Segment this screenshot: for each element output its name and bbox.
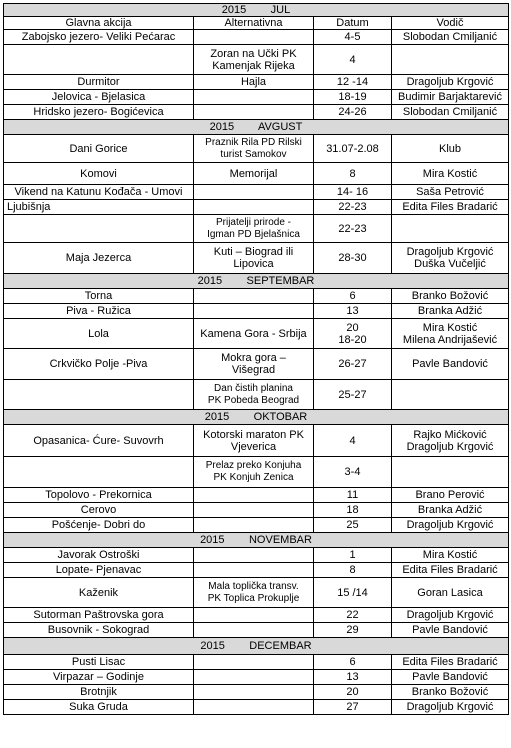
month-header-row xyxy=(4,274,509,289)
leader-cell: Rajko Mićković Dragoljub Krgović xyxy=(392,425,509,457)
table-row xyxy=(4,608,509,623)
alternative-cell xyxy=(194,304,314,319)
alternative-cell xyxy=(194,685,314,700)
main-action-cell: Durmitor xyxy=(4,75,194,90)
month-header-row xyxy=(4,533,509,548)
month-label: 2015 OKTOBAR xyxy=(4,410,509,425)
main-action-cell: Javorak Ostroški xyxy=(4,548,194,563)
main-action-cell: Pošćenje- Dobri do xyxy=(4,518,194,533)
month-header-row xyxy=(4,410,509,425)
table-row xyxy=(4,185,509,200)
alternative-cell: Mala toplička transv. PK Toplica Prokuplje xyxy=(194,578,314,608)
alternative-cell: Memorijal xyxy=(194,163,314,185)
leader-cell xyxy=(392,457,509,488)
table-row xyxy=(4,623,509,638)
month-label: 2015 SEPTEMBAR xyxy=(4,274,509,289)
main-action-cell: Torna xyxy=(4,289,194,304)
table-row xyxy=(4,488,509,503)
leader-cell: Saša Petrović xyxy=(392,185,509,200)
date-cell: 4 xyxy=(314,45,392,75)
table-row xyxy=(4,215,509,243)
leader-cell: Branka Adžić xyxy=(392,503,509,518)
main-action-cell: Busovnik - Sokograd xyxy=(4,623,194,638)
alternative-cell: Alternativna xyxy=(194,17,314,30)
main-action-cell xyxy=(4,215,194,243)
leader-cell: Budimir Barjaktarević xyxy=(392,90,509,105)
main-action-cell: Maja Jezerca xyxy=(4,243,194,274)
date-cell: 12 -14 xyxy=(314,75,392,90)
date-cell: 31.07-2.08 xyxy=(314,135,392,163)
leader-cell: Slobodan Cmiljanić xyxy=(392,105,509,120)
alternative-cell xyxy=(194,185,314,200)
date-cell: 29 xyxy=(314,623,392,638)
main-action-cell: Hridsko jezero- Bogićevica xyxy=(4,105,194,120)
date-cell: 4 xyxy=(314,425,392,457)
table-row xyxy=(4,289,509,304)
alternative-cell: Kotorski maraton PK Vjeverica xyxy=(194,425,314,457)
date-cell: 8 xyxy=(314,163,392,185)
leader-cell: Dragoljub Krgović xyxy=(392,518,509,533)
date-cell: 26-27 xyxy=(314,349,392,380)
table-row xyxy=(4,457,509,488)
leader-cell: Dragoljub Krgović xyxy=(392,608,509,623)
table-row xyxy=(4,670,509,685)
date-cell: 20 xyxy=(314,685,392,700)
table-row xyxy=(4,105,509,120)
column-header-row xyxy=(4,17,509,30)
table-row xyxy=(4,503,509,518)
alternative-cell xyxy=(194,30,314,45)
alternative-cell xyxy=(194,608,314,623)
alternative-cell: Kuti – Biograd ili Lipovica xyxy=(194,243,314,274)
main-action-cell xyxy=(4,45,194,75)
date-cell: 18-19 xyxy=(314,90,392,105)
leader-cell: Brano Perović xyxy=(392,488,509,503)
date-cell: 24-26 xyxy=(314,105,392,120)
alternative-cell: Zoran na Učki PK Kamenjak Rijeka xyxy=(194,45,314,75)
leader-cell: Mira Kostić xyxy=(392,163,509,185)
leader-cell: Branko Božović xyxy=(392,289,509,304)
table-row xyxy=(4,90,509,105)
leader-cell xyxy=(392,215,509,243)
table-row xyxy=(4,700,509,715)
month-label: 2015 NOVEMBAR xyxy=(4,533,509,548)
month-header-row xyxy=(4,120,509,135)
main-action-cell: Jelovica - Bjelasica xyxy=(4,90,194,105)
main-action-cell: Dani Gorice xyxy=(4,135,194,163)
main-action-cell: Topolovo - Prekornica xyxy=(4,488,194,503)
main-action-cell: Glavna akcija xyxy=(4,17,194,30)
table-row xyxy=(4,349,509,380)
alternative-cell xyxy=(194,563,314,578)
date-cell: 27 xyxy=(314,700,392,715)
month-label: 2015 AVGUST xyxy=(4,120,509,135)
date-cell: Datum xyxy=(314,17,392,30)
date-cell: 18 xyxy=(314,503,392,518)
schedule-body xyxy=(4,4,509,715)
date-cell: 22-23 xyxy=(314,200,392,215)
table-row xyxy=(4,304,509,319)
table-row xyxy=(4,548,509,563)
main-action-cell: Vikend na Katunu Kođača - Umovi xyxy=(4,185,194,200)
alternative-cell: Dan čistih planina PK Pobeda Beograd xyxy=(194,380,314,410)
date-cell: 22-23 xyxy=(314,215,392,243)
leader-cell: Branko Božović xyxy=(392,685,509,700)
date-cell: 3-4 xyxy=(314,457,392,488)
date-cell: 14- 16 xyxy=(314,185,392,200)
table-row xyxy=(4,319,509,349)
date-cell: 25 xyxy=(314,518,392,533)
table-row xyxy=(4,380,509,410)
table-row xyxy=(4,518,509,533)
table-row xyxy=(4,163,509,185)
table-row xyxy=(4,563,509,578)
leader-cell xyxy=(392,380,509,410)
date-cell: 20 18-20 xyxy=(314,319,392,349)
date-cell: 11 xyxy=(314,488,392,503)
date-cell: 13 xyxy=(314,304,392,319)
leader-cell: Dragoljub Krgović xyxy=(392,700,509,715)
leader-cell: Branka Adžić xyxy=(392,304,509,319)
main-action-cell: Piva - Ružica xyxy=(4,304,194,319)
date-cell: 28-30 xyxy=(314,243,392,274)
leader-cell: Vodič xyxy=(392,17,509,30)
date-cell: 6 xyxy=(314,655,392,670)
alternative-cell xyxy=(194,503,314,518)
date-cell: 8 xyxy=(314,563,392,578)
month-header-row xyxy=(4,638,509,655)
month-label: 2015 DECEMBAR xyxy=(4,638,509,655)
alternative-cell: Prelaz preko Konjuha PK Konjuh Zenica xyxy=(194,457,314,488)
table-row xyxy=(4,200,509,215)
month-label: 2015 JUL xyxy=(4,4,509,17)
alternative-cell xyxy=(194,200,314,215)
table-row xyxy=(4,30,509,45)
leader-cell: Edita Files Bradarić xyxy=(392,563,509,578)
table-row xyxy=(4,243,509,274)
leader-cell: Goran Lasica xyxy=(392,578,509,608)
alternative-cell xyxy=(194,488,314,503)
date-cell: 15 /14 xyxy=(314,578,392,608)
alternative-cell xyxy=(194,105,314,120)
alternative-cell xyxy=(194,548,314,563)
alternative-cell: Mokra gora – Višegrad xyxy=(194,349,314,380)
date-cell: 13 xyxy=(314,670,392,685)
main-action-cell: Komovi xyxy=(4,163,194,185)
main-action-cell xyxy=(4,380,194,410)
alternative-cell xyxy=(194,670,314,685)
date-cell: 25-27 xyxy=(314,380,392,410)
leader-cell xyxy=(392,45,509,75)
main-action-cell: Sutorman Paštrovska gora xyxy=(4,608,194,623)
main-action-cell: Suka Gruda xyxy=(4,700,194,715)
main-action-cell: Ljubišnja xyxy=(4,200,194,215)
alternative-cell: Praznik Rila PD Rilski turist Samokov xyxy=(194,135,314,163)
date-cell: 22 xyxy=(314,608,392,623)
leader-cell: Mira Kostić Milena Andrijašević xyxy=(392,319,509,349)
main-action-cell: Crkvičko Polje -Piva xyxy=(4,349,194,380)
table-row xyxy=(4,75,509,90)
main-action-cell: Cerovo xyxy=(4,503,194,518)
main-action-cell: Lola xyxy=(4,319,194,349)
alternative-cell xyxy=(194,518,314,533)
alternative-cell: Prijatelji prirode - Igman PD Bjelašnica xyxy=(194,215,314,243)
leader-cell: Pavle Bandović xyxy=(392,349,509,380)
alternative-cell xyxy=(194,655,314,670)
main-action-cell: Kaženik xyxy=(4,578,194,608)
leader-cell: Klub xyxy=(392,135,509,163)
date-cell: 4-5 xyxy=(314,30,392,45)
schedule-table xyxy=(3,3,509,715)
leader-cell: Slobodan Cmiljanić xyxy=(392,30,509,45)
table-row xyxy=(4,578,509,608)
main-action-cell: Opasanica- Ćure- Suvovrh xyxy=(4,425,194,457)
leader-cell: Mira Kostić xyxy=(392,548,509,563)
leader-cell: Dragoljub Krgović Duška Vučeljić xyxy=(392,243,509,274)
main-action-cell: Pusti Lisac xyxy=(4,655,194,670)
table-row xyxy=(4,45,509,75)
alternative-cell: Kamena Gora - Srbija xyxy=(194,319,314,349)
table-row xyxy=(4,135,509,163)
main-action-cell: Zabojsko jezero- Veliki Pećarac xyxy=(4,30,194,45)
alternative-cell xyxy=(194,90,314,105)
leader-cell: Edita Files Bradarić xyxy=(392,655,509,670)
table-row xyxy=(4,685,509,700)
month-header-row xyxy=(4,4,509,17)
date-cell: 6 xyxy=(314,289,392,304)
leader-cell: Pavle Bandović xyxy=(392,670,509,685)
table-row xyxy=(4,425,509,457)
main-action-cell: Lopate- Pjenavac xyxy=(4,563,194,578)
main-action-cell: Virpazar – Godinje xyxy=(4,670,194,685)
alternative-cell: Hajla xyxy=(194,75,314,90)
leader-cell: Pavle Bandović xyxy=(392,623,509,638)
main-action-cell xyxy=(4,457,194,488)
alternative-cell xyxy=(194,289,314,304)
date-cell: 1 xyxy=(314,548,392,563)
leader-cell: Edita Files Bradarić xyxy=(392,200,509,215)
alternative-cell xyxy=(194,623,314,638)
alternative-cell xyxy=(194,700,314,715)
leader-cell: Dragoljub Krgović xyxy=(392,75,509,90)
main-action-cell: Brotnjik xyxy=(4,685,194,700)
table-row xyxy=(4,655,509,670)
